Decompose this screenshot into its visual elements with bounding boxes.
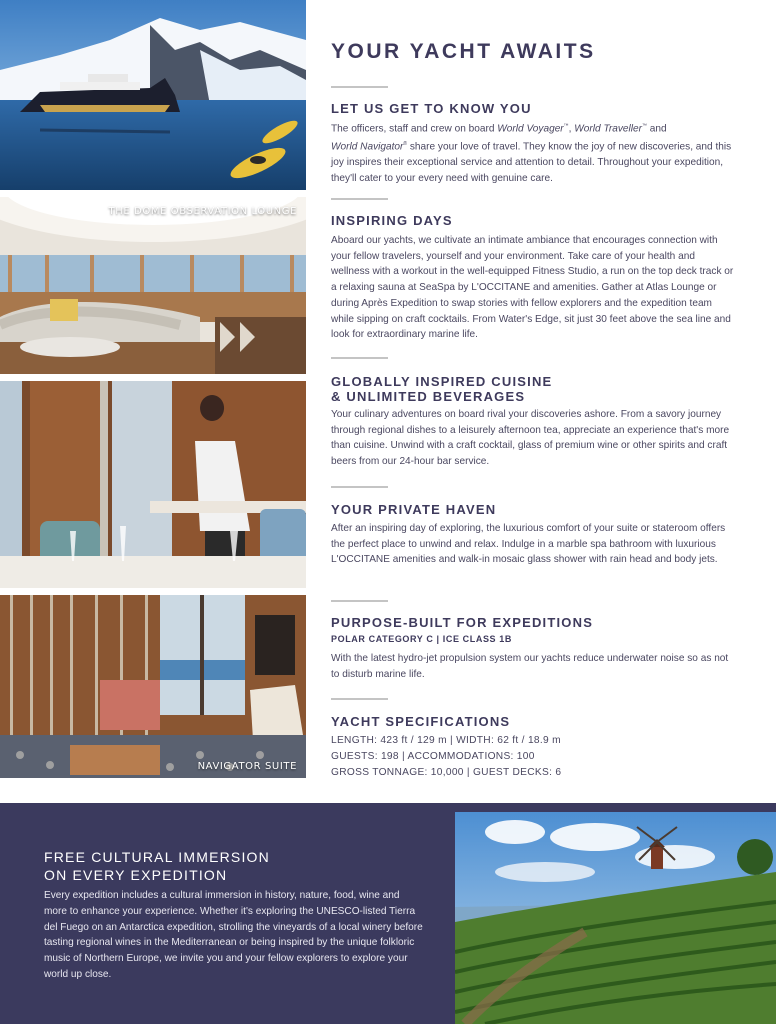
navigator-suite-photo (0, 595, 306, 778)
divider (331, 486, 388, 488)
divider (331, 600, 388, 602)
heading-private-haven: YOUR PRIVATE HAVEN (331, 502, 497, 517)
yacht-polar-photo (0, 0, 306, 190)
suite-caption: NAVIGATOR SUITE (197, 761, 297, 772)
divider (331, 198, 388, 200)
divider (331, 86, 388, 88)
spec-line: LENGTH: 423 ft / 129 m | WIDTH: 62 ft / 18.9 m (331, 735, 561, 746)
band-body: Every expedition includes a cultural immersion in history, nature, food, wine and more to enhance your experience. Whether it's exploring the UNESCO-listed Tierra del Fuego on an Antarctica expedition, strolling the vineyards of a local winery before tasting regional wines in the Mediterranean or being inspired by the unique folkloric music of Northern Europe, we invite you and your fellow explorers to explore your world up close. (44, 890, 423, 980)
purpose-subheading: POLAR CATEGORY C | ICE CLASS 1B (331, 634, 512, 644)
divider (331, 357, 388, 359)
spec-line: GROSS TONNAGE: 10,000 | GUEST DECKS: 6 (331, 767, 562, 778)
heading-cuisine-line2: & UNLIMITED BEVERAGES (331, 389, 526, 404)
heading-know-you: LET US GET TO KNOW YOU (331, 101, 532, 116)
know-you-body: The officers, staff and crew on board World Voyager™, World Traveller™ and World Navigator® share your love of travel. They know the joy of new discoveries, and this joy inspires their exceptional service and attention to detail. Throughout your expedition, they'll cater to your every need with genuine care. (331, 123, 732, 184)
vineyard-windmill-photo (455, 812, 776, 1024)
dining-room-photo (0, 381, 306, 588)
band-heading: FREE CULTURAL IMMERSION ON EVERY EXPEDITION (44, 849, 270, 883)
page-title: YOUR YACHT AWAITS (331, 40, 596, 63)
spec-line: GUESTS: 198 | ACCOMMODATIONS: 100 (331, 751, 535, 762)
heading-specifications: YACHT SPECIFICATIONS (331, 714, 511, 729)
cuisine-body: Your culinary adventures on board rival your discoveries ashore. From a savory journey through regional dishes to a leisurely afternoon tea, appreciate an experience that's more than cuisine. Unwind with a craft cocktail, glass of premium wine or other spirits and craft beers from our 24-hour bar service. (331, 409, 730, 468)
inspiring-days-body: Aboard our yachts, we cultivate an intimate ambiance that encourages connection with your fellow travelers, yourself and your environment. Take care of your health and wellness with a workout in the well-equipped Fitness Studio, a run on the top deck track or a relaxing sauna at SeaSpa by L'OCCITANE and amenities. Gather at Atlas Lounge or during Après Expedition to swap stories with fellow explorers and the expedition team while sipping on craft cocktails. From Water's Edge, sit just 30 feet above the sea line and look for extraordinary marine life. (331, 235, 734, 341)
specifications-list (331, 733, 561, 781)
heading-inspiring-days: INSPIRING DAYS (331, 213, 453, 228)
purpose-body: With the latest hydro-jet propulsion system our yachts reduce underwater noise so as not to disturb marine life. (331, 653, 729, 680)
divider (331, 698, 388, 700)
dome-lounge-photo (0, 197, 306, 374)
private-haven-body: After an inspiring day of exploring, the luxurious comfort of your suite or stateroom offers the perfect place to unwind and relax. Indulge in a marble spa bathroom with luxurious L'OCCITANE amenities and walk-in mosaic glass shower with rain head and body jets. (331, 523, 726, 566)
heading-cuisine-line1: GLOBALLY INSPIRED CUISINE (331, 374, 553, 389)
lounge-caption: THE DOME OBSERVATION LOUNGE (108, 206, 297, 217)
heading-purpose-built: PURPOSE-BUILT FOR EXPEDITIONS (331, 615, 594, 630)
